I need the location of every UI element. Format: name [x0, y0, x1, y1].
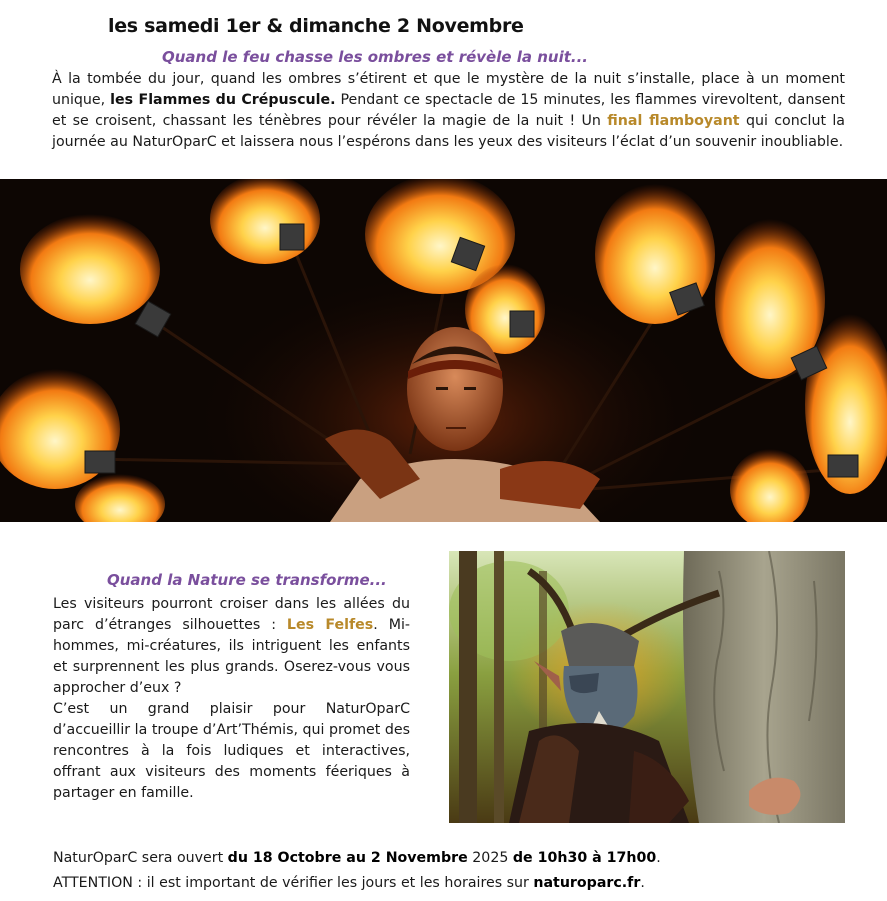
elf-creature-photo: [449, 551, 845, 823]
fire-text-end: qui conclut la journée au NaturOparC et laissera nous l’espérons dans les yeux des visiteurs l’éclat d’un souvenir inoubliable.: [52, 113, 846, 150]
attention-text: ATTENTION : il est important de vérifier les jours et les horaires sur: [53, 875, 534, 891]
opening-text: NaturOparC sera ouvert: [53, 850, 228, 866]
fire-text-mid: Pendant ce spectacle de 15 minutes, les flammes virevoltent, dansent et se croisent, chassant les ténèbres pour révéler la magie de la nuit ! Un: [52, 92, 846, 129]
fire-performer-photo: [0, 179, 887, 522]
final-highlight: final flamboyant: [607, 113, 740, 129]
show-name: les Flammes du Crépuscule.: [110, 92, 336, 108]
nature-section-paragraph: [53, 594, 410, 804]
website-link[interactable]: naturoparc.fr: [533, 875, 641, 891]
fire-text-intro: À la tombée du jour, quand les ombres s’étirent et que le mystère de la nuit s’installe, place à un moment unique,: [52, 71, 845, 108]
nature-section-subtitle: Quand la Nature se transforme...: [107, 571, 387, 589]
nature-text-after: . Mi-hommes, mi-créatures, ils intriguent les enfants et surprennent les plus grands. Oserez-vous vous approcher d’eux ?: [53, 617, 410, 696]
felfes-highlight: Les Felfes: [286, 617, 374, 633]
attention-line: [53, 873, 645, 893]
opening-end: .: [656, 850, 661, 866]
nature-text-second: C’est un grand plaisir pour NaturOparC d’accueillir la troupe d’Art’Thémis, qui promet des rencontres à la fois ludiques et interactives, offrant aux visiteurs des moments féeriques à partager en famille.: [53, 701, 410, 801]
opening-dates: du 18 Octobre au 2 Novembre: [227, 850, 468, 866]
page-title: les samedi 1er & dimanche 2 Novembre: [108, 15, 524, 37]
opening-year: 2025: [467, 850, 513, 866]
attention-end: .: [640, 875, 645, 891]
nature-text-intro: Les visiteurs pourront croiser dans les allées du parc d’étranges silhouettes :: [53, 596, 410, 633]
opening-hours: de 10h30 à 17h00: [512, 850, 657, 866]
opening-dates-line: [53, 848, 661, 868]
fire-section-paragraph: [52, 69, 845, 153]
fire-section-subtitle: Quand le feu chasse les ombres et révèle la nuit...: [162, 48, 589, 66]
